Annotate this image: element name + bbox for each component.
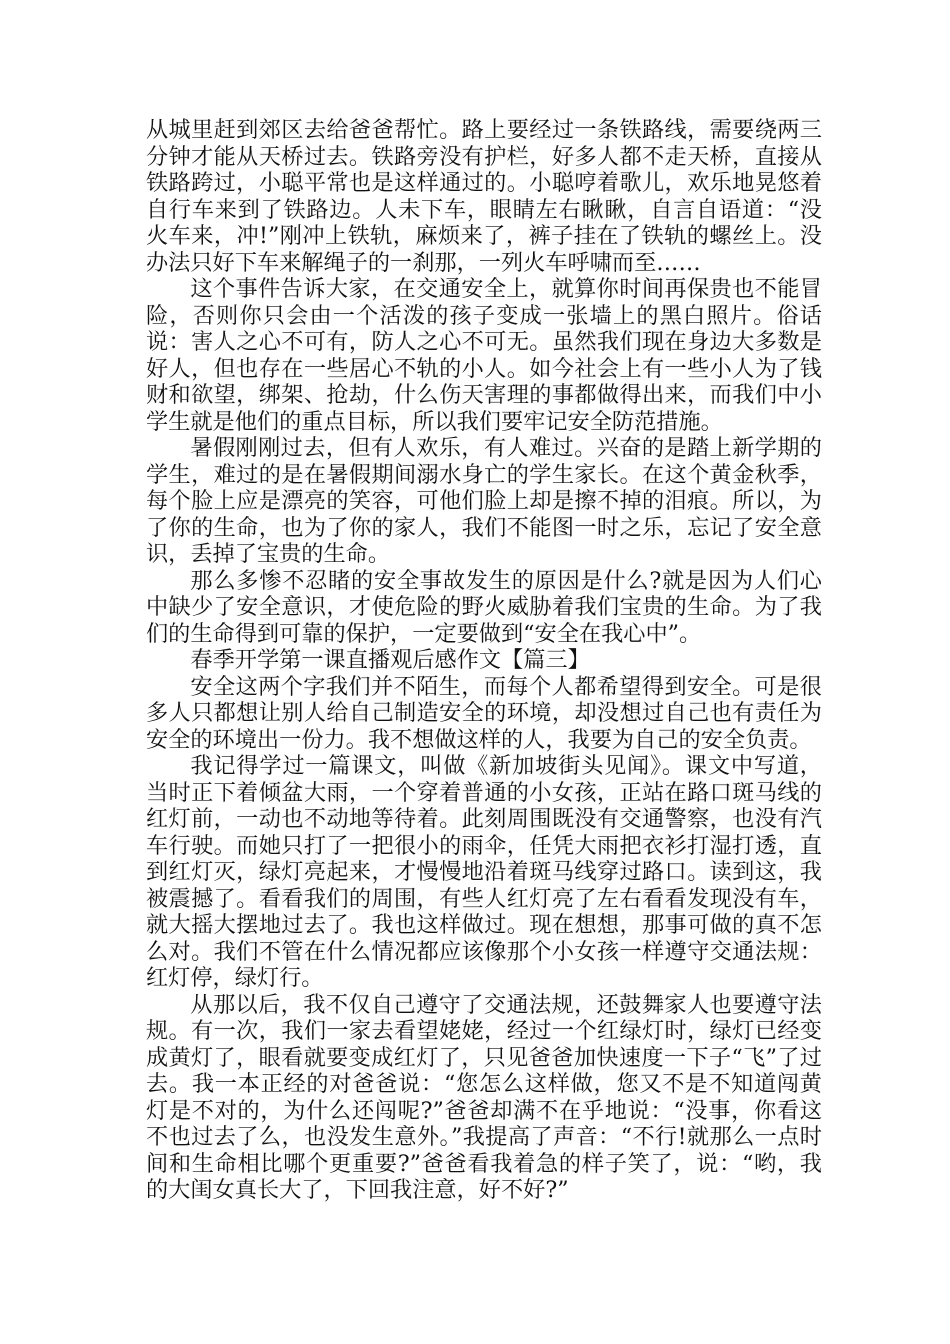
document-body bbox=[146, 117, 822, 1204]
paragraph: 暑假刚刚过去，但有人欢乐，有人难过。兴奋的是踏上新学期的学生，难过的是在暑假期间溺水身亡的学生家长。在这个黄金秋季，每个脸上应是漂亮的笑容，可他们脸上却是擦不掉的泪痕。所以，为了你的生命，也为了你的家人，我们不能图一时之乐，忘记了安全意识，丢掉了宝贵的生命。 bbox=[146, 435, 822, 567]
paragraph: 那么多惨不忍睹的安全事故发生的原因是什么?就是因为人们心中缺少了安全意识，才使危险的野火威胁着我们宝贵的生命。为了我们的生命得到可靠的保护，一定要做到“安全在我心中”。 bbox=[146, 567, 822, 647]
paragraph: 这个事件告诉大家，在交通安全上，就算你时间再保贵也不能冒险，否则你只会由一个活泼的孩子变成一张墙上的黑白照片。俗话说：害人之心不可有，防人之心不可无。虽然我们现在身边大多数是好人，但也存在一些居心不轨的小人。如今社会上有一些小人为了钱财和欲望，绑架、抢劫，什么伤天害理的事都做得出来，而我们中小学生就是他们的重点目标，所以我们要牢记安全防范措施。 bbox=[146, 276, 822, 435]
paragraph: 安全这两个字我们并不陌生，而每个人都希望得到安全。可是很多人只都想让别人给自己制造安全的环境，却没想过自己也有责任为安全的环境出一份力。我不想做这样的人，我要为自己的安全负责。 bbox=[146, 673, 822, 753]
paragraph: 我记得学过一篇课文，叫做《新加坡街头见闻》。课文中写道，当时正下着倾盆大雨，一个穿着普通的小女孩，正站在路口斑马线的红灯前，一动也不动地等待着。此刻周围既没有交通警察，也没有汽车行驶。而她只打了一把很小的雨伞，任凭大雨把衣衫打湿打透，直到红灯灭，绿灯亮起来，才慢慢地沿着斑马线穿过路口。读到这，我被震撼了。看看我们的周围，有些人红灯亮了左右看看发现没有车，就大摇大摆地过去了。我也这样做过。现在想想，那事可做的真不怎么对。我们不管在什么情况都应该像那个小女孩一样遵守交通法规：红灯停，绿灯行。 bbox=[146, 753, 822, 991]
section-heading: 春季开学第一课直播观后感作文【篇三】 bbox=[190, 647, 590, 673]
paragraph-continuation: 从城里赶到郊区去给爸爸帮忙。路上要经过一条铁路线，需要绕两三分钟才能从天桥过去。铁路旁没有护栏，好多人都不走天桥，直接从铁路跨过，小聪平常也是这样通过的。小聪哼着歌儿，欢乐地晃悠着自行车来到了铁路边。人未下车，眼睛左右瞅瞅，自言自语道：“没火车来，冲!”刚冲上铁轨，麻烦来了，裤子挂在了铁轨的螺丝上。没办法只好下车来解绳子的一刹那，一列火车呼啸而至…… bbox=[146, 117, 822, 276]
paragraph: 从那以后，我不仅自己遵守了交通法规，还鼓舞家人也要遵守法规。有一次，我们一家去看望姥姥，经过一个红绿灯时，绿灯已经变成黄灯了，眼看就要变成红灯了，只见爸爸加快速度一下子“飞”了过去。我一本正经的对爸爸说：“您怎么这样做，您又不是不知道闯黄灯是不对的，为什么还闯呢?”爸爸却满不在乎地说：“没事，你看这不也过去了么，也没发生意外。”我提高了声音：“不行!就那么一点时间和生命相比哪个更重要?”爸爸看我着急的样子笑了，说：“哟，我的大闺女真长大了，下回我注意，好不好?” bbox=[146, 991, 822, 1203]
